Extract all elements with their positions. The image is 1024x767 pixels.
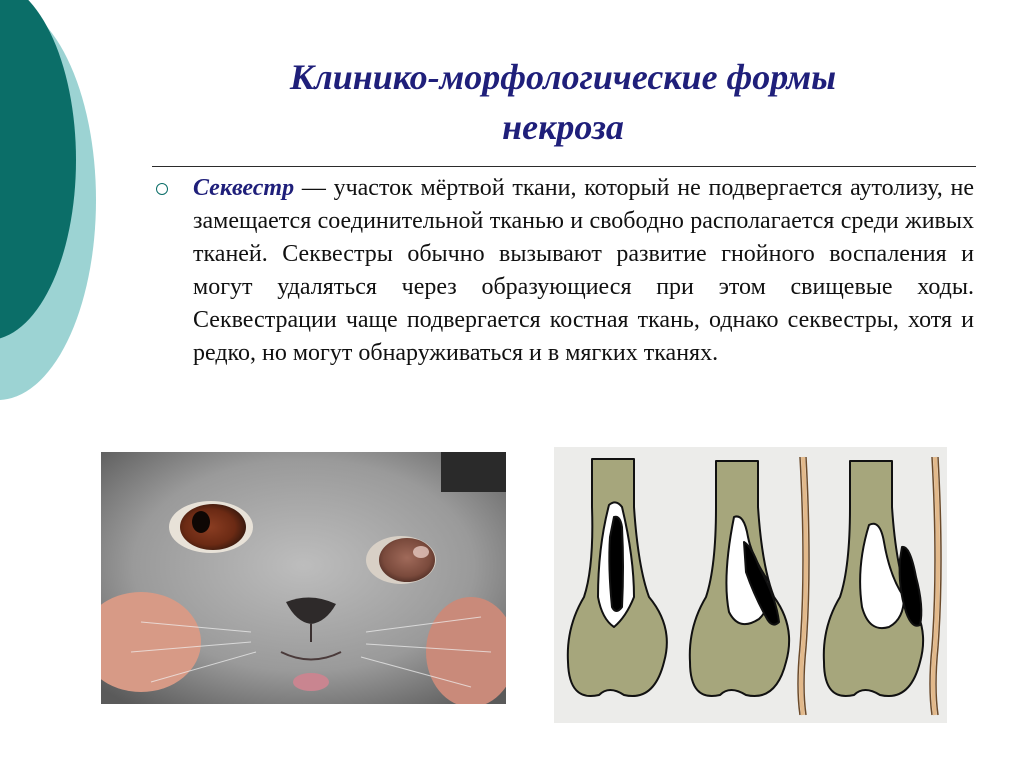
- definition-text: — участок мёртвой ткани, который не подвергается аутолизу, не замещается соединительной тканью и свободно располагается среди живых тканей. Секвестры обычно вызывают развитие гнойного воспаления и могут удаляться через образующиеся при этом свищевые ходы. Секвестрации чаще подвергается костная ткань, однако секвестры, хотя и редко, но могут обнаруживаться и в мягких тканях.: [193, 175, 974, 366]
- sequestrum-1: [609, 517, 623, 611]
- hollow-circle-icon: [156, 183, 168, 195]
- title-divider: [152, 166, 976, 167]
- cat-photo: [101, 452, 506, 704]
- cat-photo-illustration: [101, 452, 506, 704]
- bone-sequestration-diagram: [554, 447, 947, 723]
- title-line-2: некроза: [502, 107, 624, 147]
- sequestrum-definition: [193, 172, 974, 370]
- title-line-1: Клинико-морфологические формы: [289, 57, 837, 97]
- term-sequestrum: Секвестр: [193, 175, 295, 201]
- bone-diagram-illustration: [554, 447, 947, 723]
- slide-title: [150, 52, 976, 152]
